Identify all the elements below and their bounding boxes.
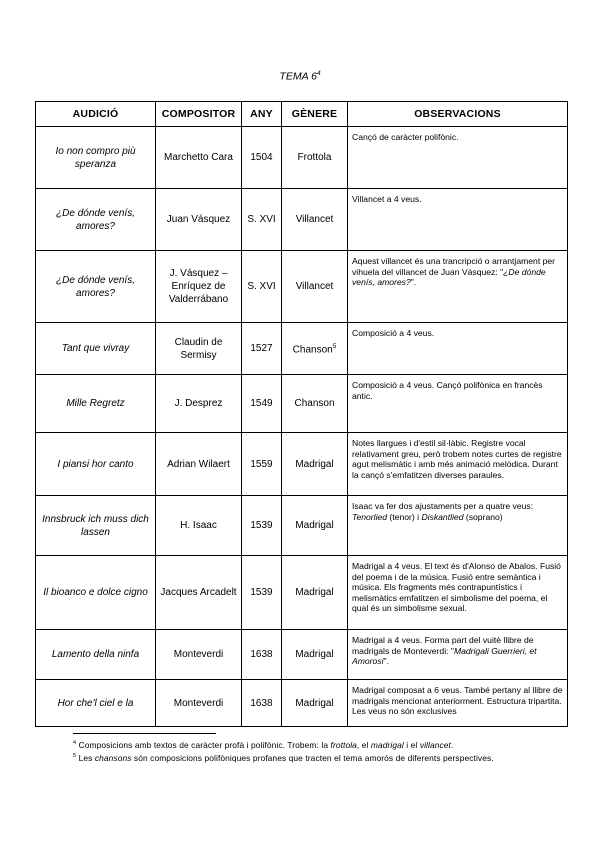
cell-genere bbox=[282, 433, 348, 496]
cell-audicio bbox=[36, 251, 156, 323]
table-row bbox=[36, 680, 568, 727]
header-observacions: OBSERVACIONS bbox=[348, 102, 568, 127]
cell-compositor bbox=[156, 556, 242, 630]
cell-audicio bbox=[36, 433, 156, 496]
cell-observacions bbox=[348, 375, 568, 433]
cell-audicio-text: I piansi hor canto bbox=[57, 458, 134, 470]
cell-observacions bbox=[348, 323, 568, 375]
cell-audicio bbox=[36, 496, 156, 556]
cell-audicio bbox=[36, 189, 156, 251]
cell-any bbox=[242, 375, 282, 433]
cell-any-text: 1638 bbox=[250, 697, 273, 709]
table-row bbox=[36, 375, 568, 433]
header-compositor: COMPOSITOR bbox=[156, 102, 242, 127]
table-row bbox=[36, 496, 568, 556]
cell-compositor-text: Juan Vásquez bbox=[166, 214, 231, 225]
cell-compositor bbox=[156, 323, 242, 375]
table-row bbox=[36, 556, 568, 630]
cell-any-text: S. XVI bbox=[247, 214, 276, 225]
cell-compositor bbox=[156, 496, 242, 556]
cell-genere-text: Villancet bbox=[295, 214, 334, 225]
cell-any-text: 1559 bbox=[250, 458, 273, 470]
header-audicio: AUDICIÓ bbox=[36, 102, 156, 127]
text-segment: ". bbox=[410, 277, 417, 287]
cell-genere bbox=[282, 375, 348, 433]
footnote-divider bbox=[73, 733, 216, 734]
works-table bbox=[35, 101, 568, 727]
cell-genere-text: Madrigal bbox=[295, 697, 334, 709]
cell-any bbox=[242, 251, 282, 323]
cell-any bbox=[242, 680, 282, 727]
cell-any-text: 1539 bbox=[250, 520, 273, 531]
text-segment: Madrigal a 4 veus. Forma part del vuitè llibre de madrigals de Monteverdi: " bbox=[352, 635, 534, 656]
table-row bbox=[36, 127, 568, 189]
text-segment: Aquest villancet és una trancripció o arrantjament per vihuela del villancet de Juan Vásquez: " bbox=[352, 256, 556, 277]
text-segment: . bbox=[450, 739, 454, 750]
cell-genere-text: Chanson bbox=[294, 398, 335, 409]
cell-audicio-text: Tant que vivray bbox=[61, 343, 130, 354]
table-row bbox=[36, 251, 568, 323]
cell-audicio-text: Mille Regretz bbox=[66, 398, 125, 409]
cell-genere-text: Madrigal bbox=[295, 649, 334, 660]
cell-compositor-text: Jacques Arcadelt bbox=[160, 587, 237, 598]
cell-observacions bbox=[348, 189, 568, 251]
page-title: TEMA $6^4$ bbox=[279, 70, 321, 83]
cell-genere bbox=[282, 323, 348, 375]
cell-compositor-text: H. Isaac bbox=[180, 520, 217, 531]
cell-genere-text: Madrigal bbox=[295, 458, 334, 470]
text-segment: són composicions polifòniques profanes que tracten el tema amorós de diferents perspectives. bbox=[131, 752, 494, 763]
text-segment: ". bbox=[383, 656, 389, 666]
italic-text: Madrigali Guerrieri, et Amorosi bbox=[352, 645, 537, 666]
table-header-row bbox=[36, 102, 568, 127]
cell-genere-text: Chanson bbox=[292, 344, 333, 356]
footnote-ref: 5 bbox=[332, 343, 337, 351]
cell-compositor bbox=[156, 189, 242, 251]
cell-compositor bbox=[156, 127, 242, 189]
cell-observacions bbox=[348, 251, 568, 323]
text-segment: Les bbox=[76, 752, 95, 763]
table-row bbox=[36, 630, 568, 680]
italic-text: chansons bbox=[94, 752, 132, 763]
cell-observacions bbox=[348, 433, 568, 496]
cell-genere-text: Frottola bbox=[297, 152, 332, 163]
cell-audicio bbox=[36, 680, 156, 727]
cell-genere-text: Madrigal bbox=[295, 520, 334, 531]
cell-observacions bbox=[348, 127, 568, 189]
cell-compositor-text: J. Desprez bbox=[174, 398, 223, 409]
cell-observacions bbox=[348, 680, 568, 727]
text-segment: Composició a 4 veus. bbox=[352, 328, 435, 338]
italic-text: villancet bbox=[419, 739, 451, 750]
cell-genere-text: Madrigal bbox=[295, 587, 334, 598]
cell-any-text: 1539 bbox=[250, 587, 273, 598]
cell-audicio-text: Lamento della ninfa bbox=[51, 649, 140, 660]
text-segment: Notes llargues i d'estil sil·làbic. Registre vocal relativament greu, però trobem notes curtes de registre agut melismàtic i amb més animació melòdica. Durant la cançó s'emfatitzen diverses paraules. bbox=[352, 438, 562, 480]
italic-text: frottola bbox=[330, 739, 357, 750]
cell-compositor bbox=[156, 251, 242, 323]
cell-compositor-text: Monteverdi bbox=[173, 649, 224, 660]
cell-audicio-text: Io non compro più speranza bbox=[55, 145, 136, 170]
cell-compositor bbox=[156, 630, 242, 680]
cell-compositor-text: Marchetto Cara bbox=[164, 152, 233, 163]
cell-compositor bbox=[156, 375, 242, 433]
table-row bbox=[36, 433, 568, 496]
cell-compositor-text: Adrian Wilaert bbox=[167, 458, 230, 470]
cell-any-text: 1549 bbox=[250, 398, 273, 409]
cell-any bbox=[242, 556, 282, 630]
footnote-5 bbox=[73, 751, 533, 764]
cell-any-text: S. XVI bbox=[247, 281, 276, 292]
table-row bbox=[36, 189, 568, 251]
cell-audicio bbox=[36, 323, 156, 375]
cell-any bbox=[242, 323, 282, 375]
cell-observacions bbox=[348, 496, 568, 556]
cell-genere bbox=[282, 496, 348, 556]
cell-genere bbox=[282, 251, 348, 323]
text-segment: Madrigal composat a 6 veus. També pertany al llibre de madrigals mencionat anteriorment. Estructura tripartita. Les veus no són exclusives bbox=[352, 685, 563, 716]
cell-genere bbox=[282, 189, 348, 251]
header-any: ANY bbox=[242, 102, 282, 127]
cell-any bbox=[242, 433, 282, 496]
text-segment: (soprano) bbox=[463, 511, 503, 522]
cell-compositor-text: Monteverdi bbox=[173, 697, 224, 709]
cell-any bbox=[242, 630, 282, 680]
text-segment: , el bbox=[356, 739, 371, 750]
cell-genere bbox=[282, 630, 348, 680]
header-genere: GÈNERE bbox=[282, 102, 348, 127]
footnote-number: 5 bbox=[73, 752, 77, 759]
text-segment: Villancet a 4 veus. bbox=[352, 194, 422, 204]
cell-compositor bbox=[156, 680, 242, 727]
footnote-number: 4 bbox=[73, 740, 77, 746]
text-segment: Isaac va fer dos ajustaments per a quatre veus: bbox=[352, 501, 534, 511]
cell-any bbox=[242, 127, 282, 189]
cell-genere bbox=[282, 556, 348, 630]
cell-audicio-text: ¿De dónde venís, amores? bbox=[56, 207, 135, 232]
cell-audicio bbox=[36, 127, 156, 189]
cell-audicio-text: Hor che'l ciel e la bbox=[57, 697, 134, 709]
cell-compositor-text: J. Vásquez – Enríquez de Valderrábano bbox=[168, 268, 229, 305]
text-segment: Cançó de caràcter polifònic. bbox=[352, 132, 459, 142]
cell-audicio bbox=[36, 556, 156, 630]
cell-any bbox=[242, 189, 282, 251]
text-segment: i el bbox=[403, 739, 420, 750]
cell-any-text: 1638 bbox=[250, 649, 273, 660]
italic-text: Tenorlied bbox=[352, 511, 388, 522]
cell-audicio-text: ¿De dónde venís, amores? bbox=[56, 274, 135, 299]
italic-text: ¿De dónde venís, amores? bbox=[352, 266, 546, 287]
cell-compositor bbox=[156, 433, 242, 496]
text-segment: Composicions amb textos de caràcter profà i polifònic. Trobem: la bbox=[76, 739, 331, 750]
cell-genere bbox=[282, 680, 348, 727]
text-segment: (tenor) i bbox=[387, 511, 422, 522]
text-segment: Composició a 4 veus. Cançó polifònica en francès antic. bbox=[352, 380, 543, 401]
italic-text: madrigal bbox=[370, 739, 404, 750]
cell-any bbox=[242, 496, 282, 556]
footnotes bbox=[73, 738, 533, 764]
cell-observacions bbox=[348, 630, 568, 680]
cell-genere bbox=[282, 127, 348, 189]
cell-audicio bbox=[36, 630, 156, 680]
italic-text: Diskantlied bbox=[421, 511, 464, 522]
cell-audicio bbox=[36, 375, 156, 433]
cell-compositor-text: Claudin de Sermisy bbox=[174, 336, 223, 361]
cell-genere-text: Villancet bbox=[295, 281, 334, 292]
text-segment: Madrigal a 4 veus. El text és d'Alonso de Abalos. Fusió del poema i de la música. Fusió entre semàntica i música. Els fragments més contrapuntístics i melismàtics emfatitzen el simbolisme del poema, el qual és un simbolisme sexual. bbox=[352, 561, 561, 613]
cell-any-text: 1527 bbox=[250, 343, 273, 354]
cell-audicio-text: Innsbruck ich muss dich lassen bbox=[42, 513, 149, 538]
title-footnote-ref: 4 bbox=[316, 70, 321, 77]
cell-audicio-text: Il bioanco e dolce cigno bbox=[43, 587, 148, 598]
cell-any-text: 1504 bbox=[250, 152, 273, 163]
footnote-4 bbox=[73, 738, 533, 751]
cell-observacions bbox=[348, 556, 568, 630]
table-row bbox=[36, 323, 568, 375]
